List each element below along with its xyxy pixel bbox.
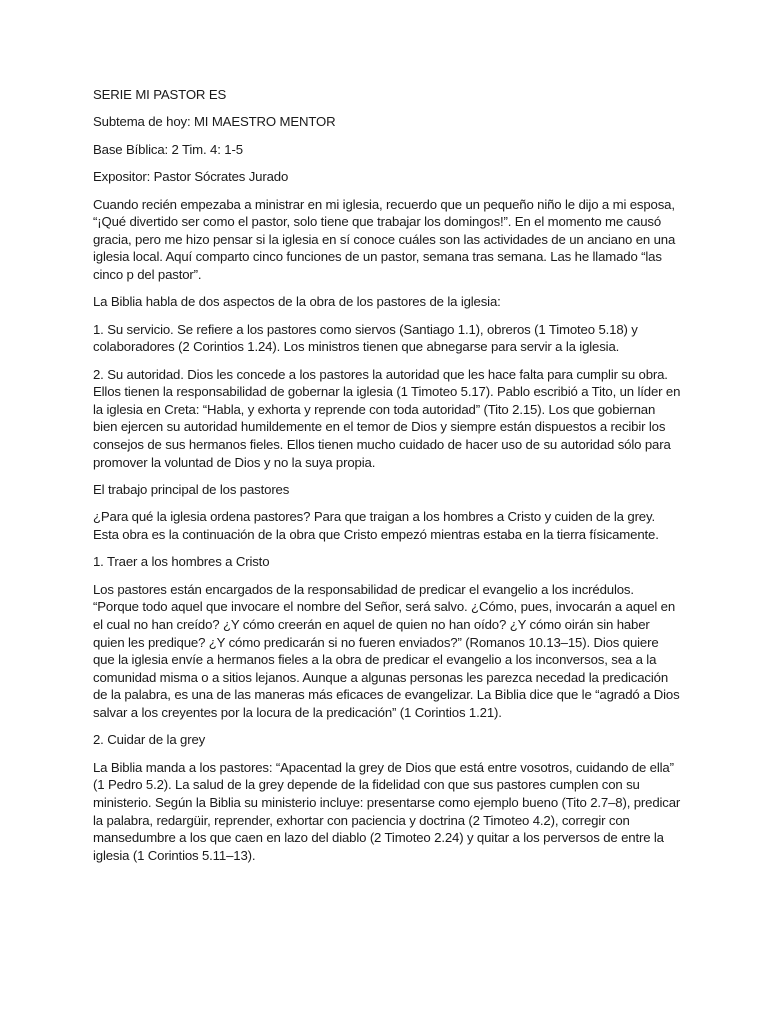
section-heading-main-work: El trabajo principal de los pastores: [93, 482, 290, 498]
authority-paragraph: 2. Su autoridad. Dios les concede a los pastores la autoridad que les hace falta para cumplir su obra. Ellos tienen la responsabilidad de gobernar la iglesia (1 Timoteo 5.17). Pablo escribió a Tito, un líder en la iglesia en Creta: “Habla, y exhorta y reprende con toda autoridad” (Tito 2.15). Los que gobiernan bien ejercen su autoridad humildemente en el temor de Dios y siempre están dispuestos a recibir los consejos de sus hermanos fieles. Ellos tienen mucho cuidado de hacer uso de su autoridad sólo para promover la voluntad de Dios y no la suya propia.: [93, 366, 681, 470]
document-body: [93, 86, 683, 874]
main-work-paragraph: ¿Para qué la iglesia ordena pastores? Para que traigan a los hombres a Cristo y cuiden de la grey. Esta obra es la continuación de la obra que Cristo empezó mientras estaba en la tierra físicamente.: [93, 509, 659, 543]
aspects-intro-paragraph: La Biblia habla de dos aspectos de la obra de los pastores de la iglesia:: [93, 294, 501, 310]
speaker-line: Expositor: Pastor Sócrates Jurado: [93, 169, 289, 185]
subtopic-line: Subtema de hoy: MI MAESTRO MENTOR: [93, 114, 336, 130]
service-paragraph: 1. Su servicio. Se refiere a los pastores como siervos (Santiago 1.1), obreros (1 Timoteo 5.18) y colaboradores (2 Corintios 1.24). Los ministros tienen que abnegarse para servir a la iglesia.: [93, 321, 638, 355]
care-flock-paragraph: La Biblia manda a los pastores: “Apacentad la grey de Dios que está entre vosotros, cuidando de ella” (1 Pedro 5.2). La salud de la grey depende de la fidelidad con que sus pastores cumplen con su ministerio. Según la Biblia su ministerio incluye: presentarse como ejemplo bueno (Tito 2.7–8), predicar la palabra, redargüir, reprender, exhortar con paciencia y doctrina (2 Timoteo 4.2), corregir con mansedumbre a los que caen en lazo del diablo (2 Timoteo 2.24) y quitar a los perversos de entre la iglesia (1 Corintios 5.11–13).: [93, 759, 681, 863]
bible-base-line: Base Bíblica: 2 Tim. 4: 1-5: [93, 141, 243, 157]
bring-to-christ-paragraph: Los pastores están encargados de la responsabilidad de predicar el evangelio a los incrédulos. “Porque todo aquel que invocare el nombre del Señor, será salvo. ¿Cómo, pues, invocarán a aquel en el cual no han creído? ¿Y cómo creerán en aquel de quien no han oído? ¿Y cómo oirán sin haber quien les predique? ¿Y cómo predicarán si no fueren enviados?” (Romanos 10.13–15). Dios quiere que la iglesia envíe a hermanos fieles a la obra de predicar el evangelio a los inconversos, sea a la comunidad misma o a sitios lejanos. Aunque a algunas personas les parezca necedad la predicación de la palabra, es una de las maneras más eficaces de evangelizar. La Biblia dice que le “agradó a Dios salvar a los creyentes por la locura de la predicación” (1 Corintios 1.21).: [93, 581, 680, 720]
section-heading-care-flock: 2. Cuidar de la grey: [93, 732, 206, 748]
section-heading-bring-to-christ: 1. Traer a los hombres a Cristo: [93, 554, 270, 570]
intro-paragraph: Cuando recién empezaba a ministrar en mi iglesia, recuerdo que un pequeño niño le dijo a mi esposa, “¡Qué divertido ser como el pastor, solo tiene que trabajar los domingos!”. En el momento me causó gracia, pero me hizo pensar si la iglesia en sí conoce cuáles son las actividades de un anciano en una iglesia local. Aquí comparto cinco funciones de un pastor, semana tras semana. Las he llamado “las cinco p del pastor”.: [93, 196, 676, 282]
series-title: SERIE MI PASTOR ES: [93, 87, 227, 102]
